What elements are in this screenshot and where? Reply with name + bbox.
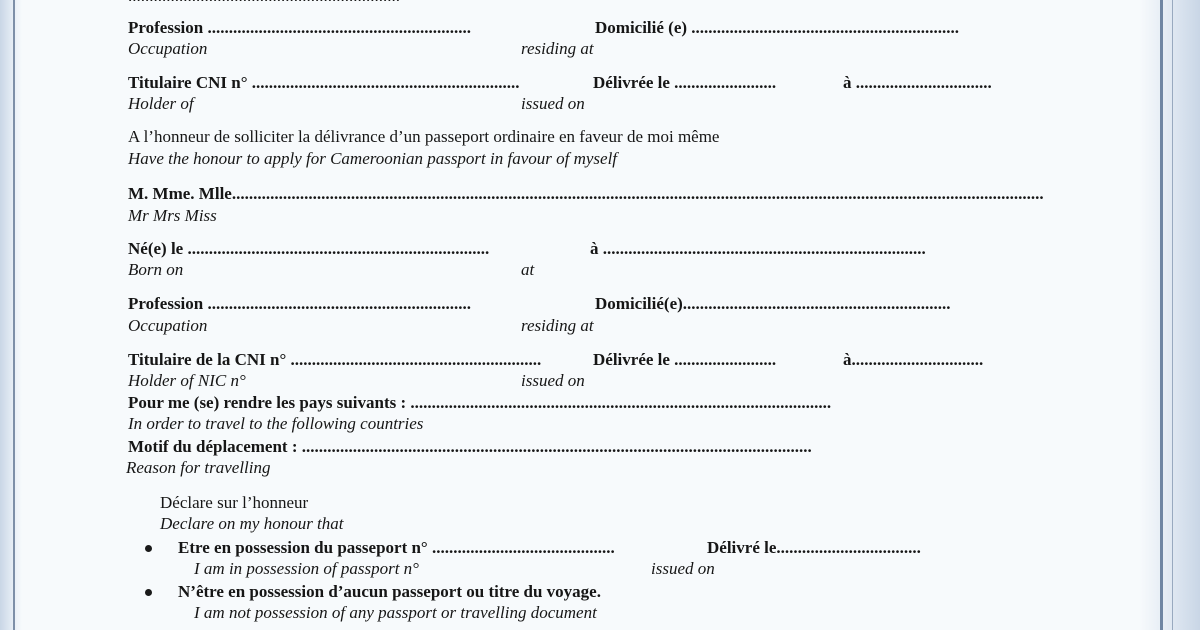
no-passport-fr: N’être en possession d’aucun passeport ou titre du voyage. [178,582,601,601]
passport-issued-fr: Délivré le.................................. [707,538,921,557]
residing-at-label-2: residing at [521,316,594,335]
nic-issued-on-label: issued on [521,371,585,390]
countries-label-fr: Pour me (se) rendre les pays suivants : ................................................................................................... [128,393,832,412]
passport-possession-en: I am in possession of passport n° [194,559,419,578]
honour-statement-en: Have the honour to apply for Cameroonian passport in favour of myself [128,149,618,168]
honour-statement-fr: A l’honneur de solliciter la délivrance d’un passeport ordinaire en faveur de moi même [128,127,720,146]
occupation-label-2: Occupation [128,316,208,335]
occupation-label: Occupation [128,39,208,58]
passport-issued-en: issued on [651,559,715,578]
nic-issued-date-label: Délivrée le ........................ [593,350,777,369]
nic-holder-label: Titulaire de la CNI n° ........................................................... [128,350,542,369]
holder-of-label: Holder of [128,94,194,113]
countries-label-en: In order to travel to the following countries [128,414,424,433]
domicile-label: Domicilié (e) ............................................................... [595,18,960,37]
born-at-label-fr: à ............................................................................ [590,239,926,258]
form-border-left [13,0,15,630]
no-passport-en: I am not possession of any passport or travelling document [194,603,597,622]
nic-issued-place-label: à............................... [843,350,984,369]
domicile-label-2: Domicilié(e)............................................................... [595,294,951,313]
declare-heading-en: Declare on my honour that [160,514,344,533]
mr-mrs-miss-label: Mr Mrs Miss [128,206,217,225]
scan-right-edge [1140,0,1200,630]
issued-on-label: issued on [521,94,585,113]
reason-label-en: Reason for travelling [126,458,271,477]
bullet-icon [145,545,152,552]
born-on-label-fr: Né(e) le ....................................................................... [128,239,490,258]
profession-label: Profession .............................................................. [128,18,471,37]
cut-off-top-line [128,0,598,4]
form-border-right [1160,0,1163,630]
issued-place-label: à ................................ [843,73,992,92]
born-on-label: Born on [128,260,184,279]
born-at-label: at [521,260,535,279]
issued-date-label: Délivrée le ........................ [593,73,777,92]
profession-label-2: Profession .............................................................. [128,294,471,313]
scan-left-edge [0,0,22,630]
holder-of-nic-label: Holder of NIC n° [128,371,246,390]
bullet-icon [145,589,152,596]
passport-possession-fr: Etre en possession du passeport n° ........................................... [178,538,615,557]
title-name-label: M. Mme. Mlle............................................................................................................................................................................................... [128,184,1044,203]
form-border-right-inner [1172,0,1173,630]
declare-heading-fr: Déclare sur l’honneur [160,493,309,512]
reason-label-fr: Motif du déplacement : ........................................................................................................................ [128,437,812,456]
cni-holder-label: Titulaire CNI n° ............................................................... [128,73,520,92]
residing-at-label: residing at [521,39,594,58]
